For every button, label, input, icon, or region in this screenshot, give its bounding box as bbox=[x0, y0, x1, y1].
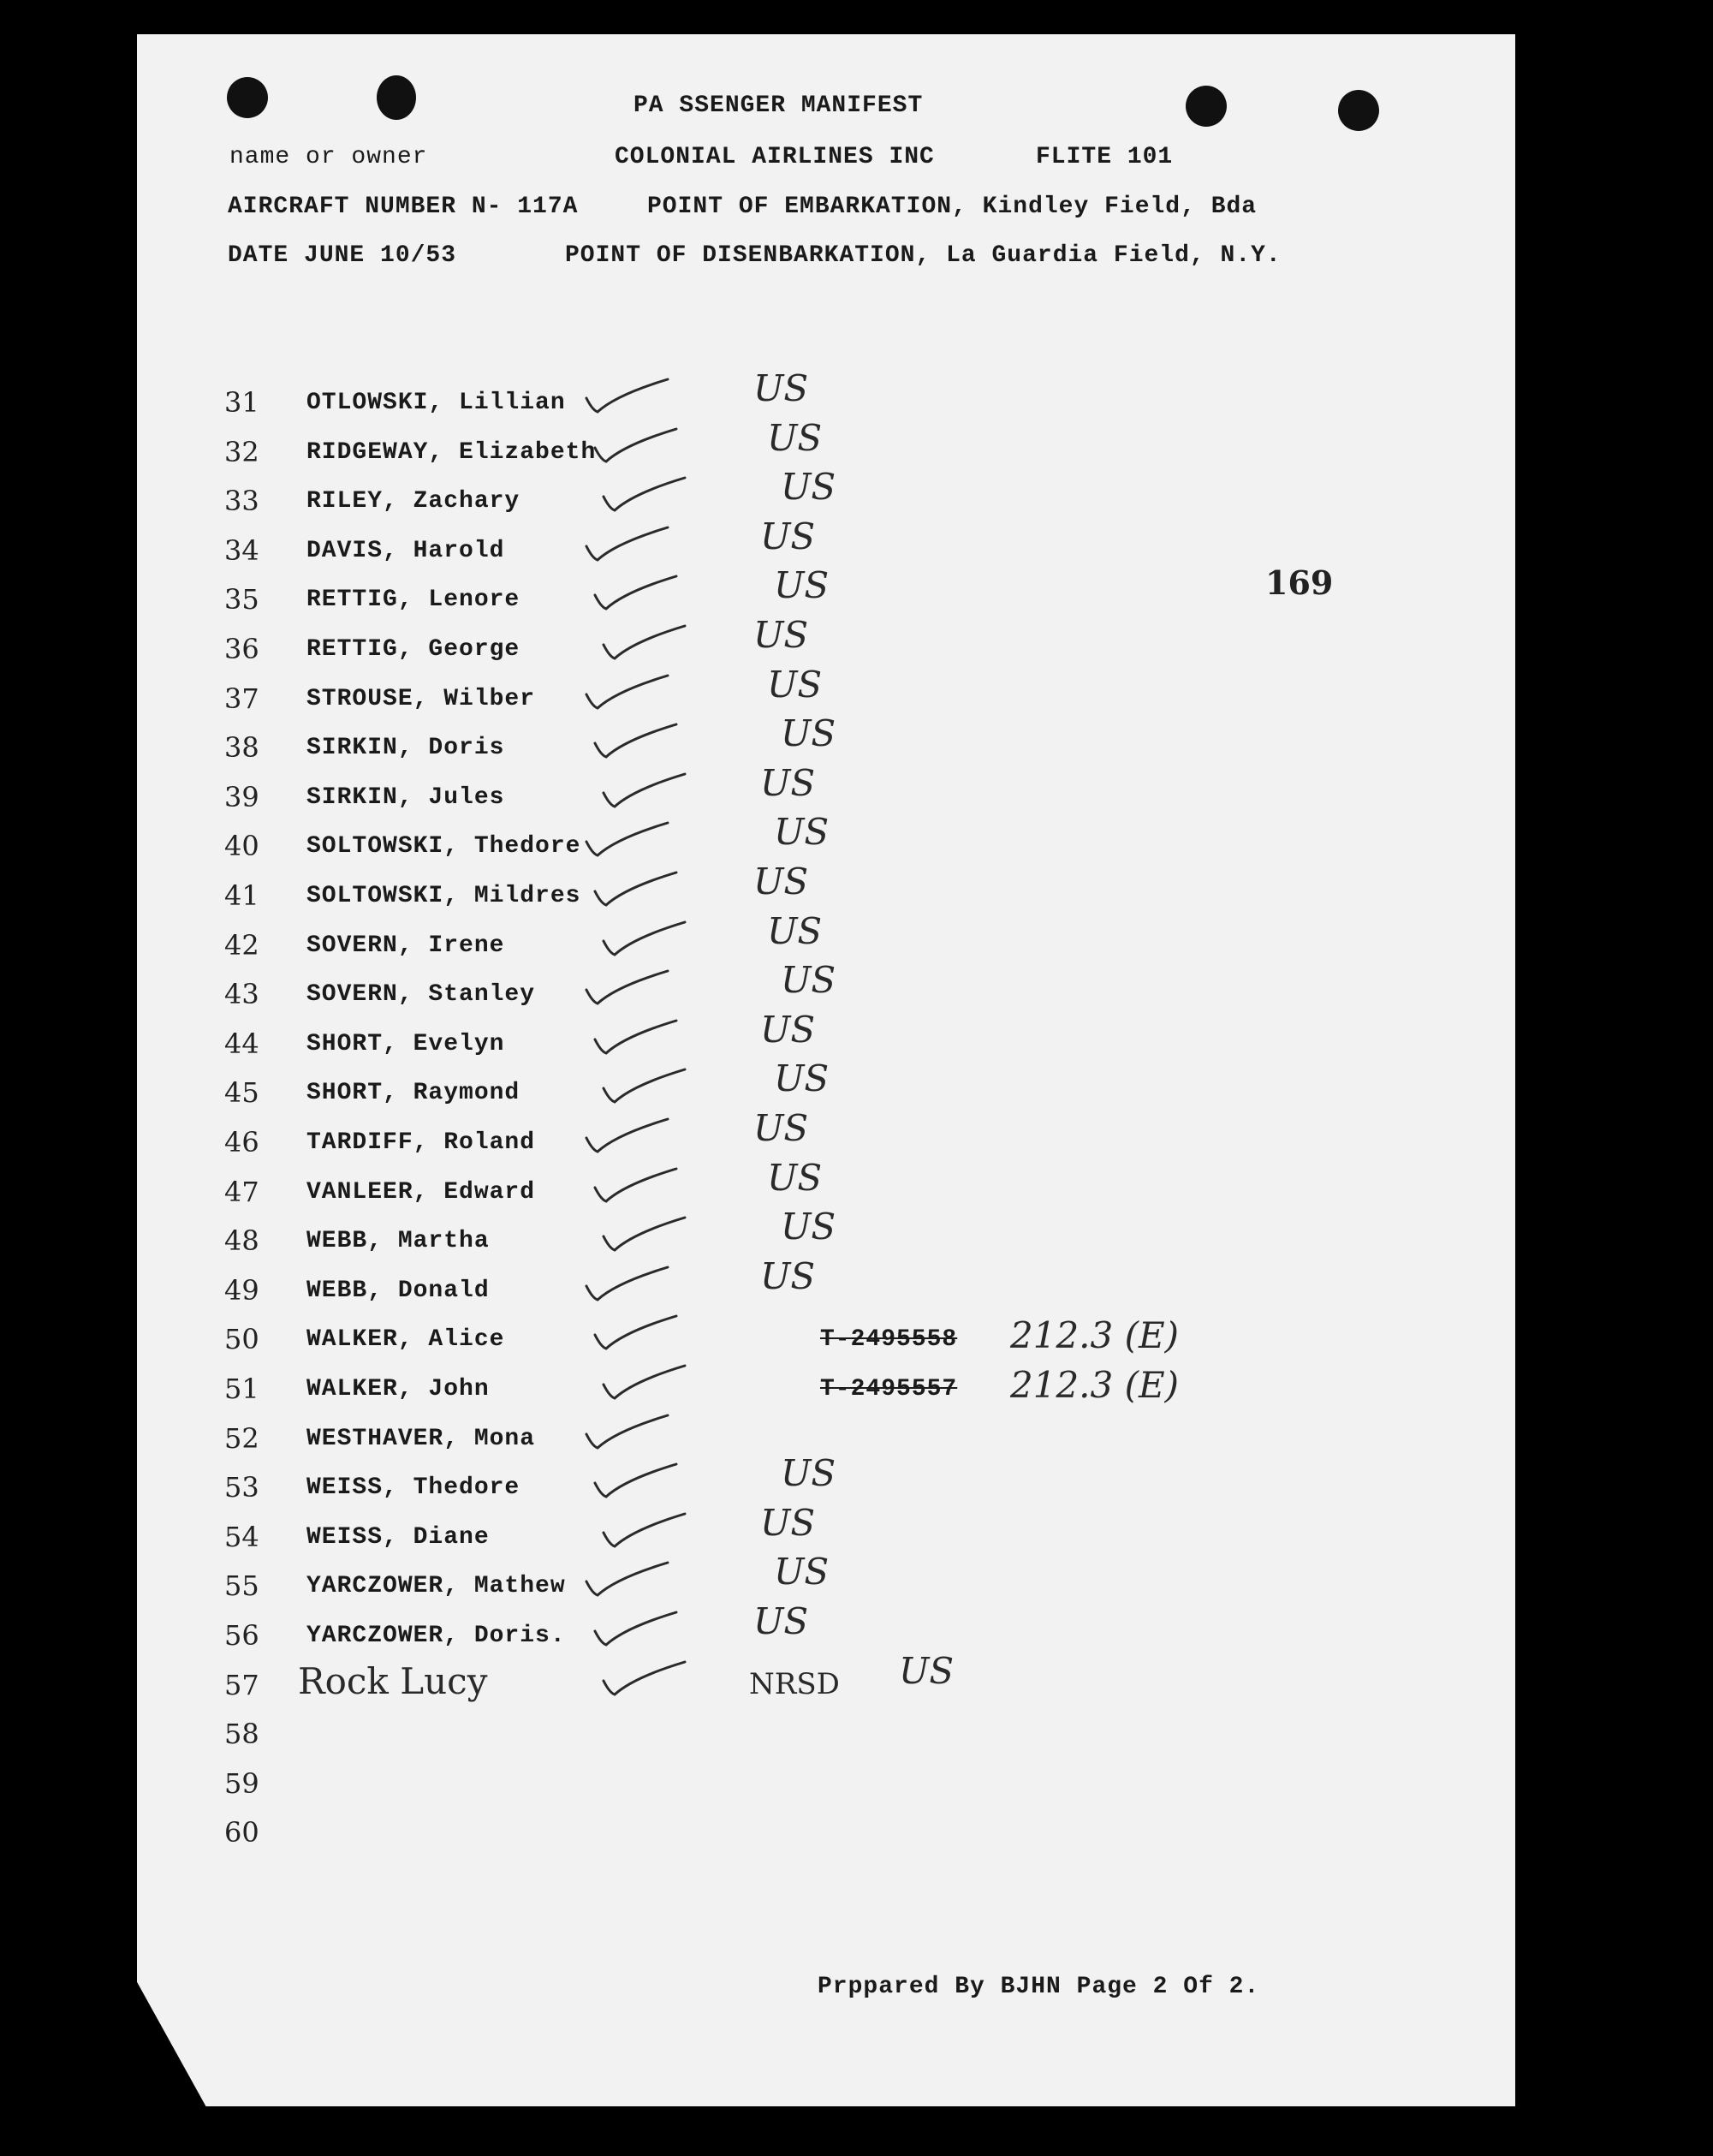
passenger-name: SIRKIN, Doris bbox=[306, 735, 505, 762]
passenger-name: SOLTOWSKI, Mildres bbox=[306, 883, 581, 909]
row-number: 49 bbox=[224, 1273, 259, 1307]
passenger-name: SOVERN, Irene bbox=[306, 932, 505, 959]
passenger-name: SIRKIN, Jules bbox=[306, 783, 505, 811]
passenger-name: WESTHAVER, Mona bbox=[306, 1425, 536, 1452]
checkmark-icon bbox=[591, 1309, 685, 1361]
citizenship-mark: US bbox=[774, 564, 830, 607]
citizenship-mark: US bbox=[760, 1008, 816, 1051]
passenger-name: OTLOWSKI, Lillian bbox=[306, 390, 566, 416]
checkmark-icon bbox=[599, 915, 693, 967]
passenger-name: SOVERN, Stanley bbox=[306, 981, 536, 1009]
punch-hole bbox=[377, 75, 416, 120]
checkmark-icon bbox=[582, 1556, 676, 1607]
checkmark-icon bbox=[599, 1211, 693, 1262]
citizenship-mark: US bbox=[767, 909, 823, 952]
passenger-name: WALKER, John bbox=[306, 1376, 490, 1403]
passenger-name: DAVIS, Harold bbox=[306, 537, 505, 564]
row-number: 31 bbox=[224, 386, 259, 419]
citizenship-mark: US bbox=[767, 416, 823, 459]
row-number: 58 bbox=[224, 1718, 259, 1751]
citizenship-mark: US bbox=[760, 1501, 816, 1544]
passenger-name: WEBB, Donald bbox=[306, 1277, 490, 1304]
passenger-name: STROUSE, Wilber bbox=[306, 685, 536, 712]
passenger-name: WEISS, Diane bbox=[306, 1523, 490, 1551]
citizenship-mark: US bbox=[899, 1649, 955, 1692]
checkmark-icon bbox=[591, 422, 685, 473]
citizenship-mark: US bbox=[753, 1600, 809, 1642]
row-number: 60 bbox=[224, 1816, 259, 1849]
checkmark-icon bbox=[591, 1162, 685, 1213]
row-number: 57 bbox=[224, 1668, 259, 1701]
checkmark-icon bbox=[591, 866, 685, 917]
ticket-number: T-2495558 bbox=[820, 1326, 958, 1354]
passenger-name: SOLTOWSKI, Thedore bbox=[306, 833, 581, 861]
checkmark-icon bbox=[599, 471, 693, 522]
page-stamp-number: 169 bbox=[1265, 563, 1334, 602]
checkmark-icon bbox=[599, 1507, 693, 1558]
row-number: 43 bbox=[224, 978, 259, 1011]
checkmark-icon bbox=[582, 1112, 676, 1164]
row-number: 35 bbox=[224, 583, 259, 616]
passenger-name: WEBB, Martha bbox=[306, 1228, 490, 1255]
row-number: 37 bbox=[224, 682, 259, 715]
ticket-number: T-2495557 bbox=[820, 1376, 958, 1403]
passenger-name: RIDGEWAY, Elizabeth bbox=[306, 438, 597, 466]
passenger-name: WALKER, Alice bbox=[306, 1326, 505, 1354]
flight-number: FLITE 101 bbox=[1036, 144, 1174, 170]
checkmark-icon bbox=[582, 964, 676, 1015]
checkmark-icon bbox=[591, 1457, 685, 1509]
handwritten-note: 212.3 (E) bbox=[1010, 1364, 1180, 1406]
row-number: 48 bbox=[224, 1224, 259, 1258]
passenger-name: YARCZOWER, Doris. bbox=[306, 1623, 566, 1649]
row-number: 53 bbox=[224, 1471, 259, 1504]
row-number: 41 bbox=[224, 879, 259, 912]
checkmark-icon bbox=[591, 569, 685, 621]
row-number: 36 bbox=[224, 633, 259, 665]
citizenship-mark: US bbox=[753, 367, 809, 409]
citizenship-mark: US bbox=[781, 466, 836, 509]
row-number: 34 bbox=[224, 533, 259, 567]
handwritten-note: NRSD bbox=[749, 1666, 840, 1701]
checkmark-icon bbox=[599, 1359, 693, 1410]
passenger-name: SHORT, Evelyn bbox=[306, 1030, 505, 1057]
passenger-name: SHORT, Raymond bbox=[306, 1080, 520, 1107]
passenger-name: YARCZOWER, Mathew bbox=[306, 1573, 566, 1600]
row-number: 39 bbox=[224, 780, 259, 813]
checkmark-icon bbox=[599, 1063, 693, 1114]
row-number: 44 bbox=[224, 1027, 259, 1060]
row-number: 46 bbox=[224, 1126, 259, 1158]
citizenship-mark: US bbox=[767, 663, 823, 706]
checkmark-icon bbox=[582, 816, 676, 867]
citizenship-mark: US bbox=[760, 761, 816, 804]
passenger-name: Rock Lucy bbox=[298, 1659, 488, 1702]
passenger-name: TARDIFF, Roland bbox=[306, 1129, 536, 1156]
aircraft-number: AIRCRAFT NUMBER N- 117A bbox=[228, 194, 579, 220]
punch-hole bbox=[1186, 86, 1227, 127]
row-number: 50 bbox=[224, 1323, 259, 1356]
manifest-title: PA SSENGER MANIFEST bbox=[633, 92, 924, 119]
owner-name: COLONIAL AIRLINES INC bbox=[615, 144, 935, 170]
row-number: 33 bbox=[224, 485, 259, 518]
row-number: 52 bbox=[224, 1421, 259, 1455]
punch-hole bbox=[1338, 90, 1379, 131]
checkmark-icon bbox=[591, 1014, 685, 1065]
row-number: 45 bbox=[224, 1076, 259, 1110]
handwritten-note: 212.3 (E) bbox=[1010, 1314, 1180, 1357]
embarkation-point: POINT OF EMBARKATION, Kindley Field, Bda bbox=[647, 194, 1258, 220]
passenger-name: RETTIG, Lenore bbox=[306, 587, 520, 614]
checkmark-icon bbox=[599, 619, 693, 670]
checkmark-icon bbox=[582, 1409, 676, 1460]
checkmark-icon bbox=[599, 1655, 693, 1706]
owner-label: name or owner bbox=[229, 144, 428, 170]
row-number: 51 bbox=[224, 1373, 259, 1405]
citizenship-mark: US bbox=[774, 1551, 830, 1593]
row-number: 47 bbox=[224, 1175, 259, 1208]
disembarkation-point: POINT OF DISENBARKATION, La Guardia Field, N.Y. bbox=[565, 242, 1282, 269]
punch-hole bbox=[227, 77, 268, 118]
citizenship-mark: US bbox=[781, 959, 836, 1002]
citizenship-mark: US bbox=[767, 1156, 823, 1199]
citizenship-mark: US bbox=[781, 712, 836, 755]
row-number: 38 bbox=[224, 731, 259, 765]
passenger-name: WEISS, Thedore bbox=[306, 1474, 520, 1502]
row-number: 56 bbox=[224, 1619, 259, 1652]
citizenship-mark: US bbox=[774, 811, 830, 854]
citizenship-mark: US bbox=[753, 861, 809, 902]
checkmark-icon bbox=[582, 1260, 676, 1312]
citizenship-mark: US bbox=[781, 1452, 836, 1495]
citizenship-mark: US bbox=[774, 1057, 830, 1100]
checkmark-icon bbox=[599, 767, 693, 819]
checkmark-icon bbox=[582, 669, 676, 720]
prepared-by-footer: Prppared By BJHN Page 2 Of 2. bbox=[818, 1974, 1260, 2000]
citizenship-mark: US bbox=[760, 515, 816, 557]
row-number: 55 bbox=[224, 1569, 259, 1603]
citizenship-mark: US bbox=[760, 1254, 816, 1297]
row-number: 40 bbox=[224, 830, 259, 863]
checkmark-icon bbox=[582, 521, 676, 572]
flight-date: DATE JUNE 10/53 bbox=[228, 242, 457, 269]
row-number: 54 bbox=[224, 1520, 259, 1553]
checkmark-icon bbox=[591, 718, 685, 769]
passenger-name: RETTIG, George bbox=[306, 636, 520, 663]
row-number: 32 bbox=[224, 435, 259, 468]
checkmark-icon bbox=[582, 372, 676, 424]
checkmark-icon bbox=[591, 1605, 685, 1657]
citizenship-mark: US bbox=[781, 1206, 836, 1248]
passenger-name: RILEY, Zachary bbox=[306, 488, 520, 515]
citizenship-mark: US bbox=[753, 1107, 809, 1149]
row-number: 42 bbox=[224, 928, 259, 962]
passenger-name: VANLEER, Edward bbox=[306, 1178, 536, 1206]
citizenship-mark: US bbox=[753, 614, 809, 656]
row-number: 59 bbox=[224, 1766, 259, 1800]
